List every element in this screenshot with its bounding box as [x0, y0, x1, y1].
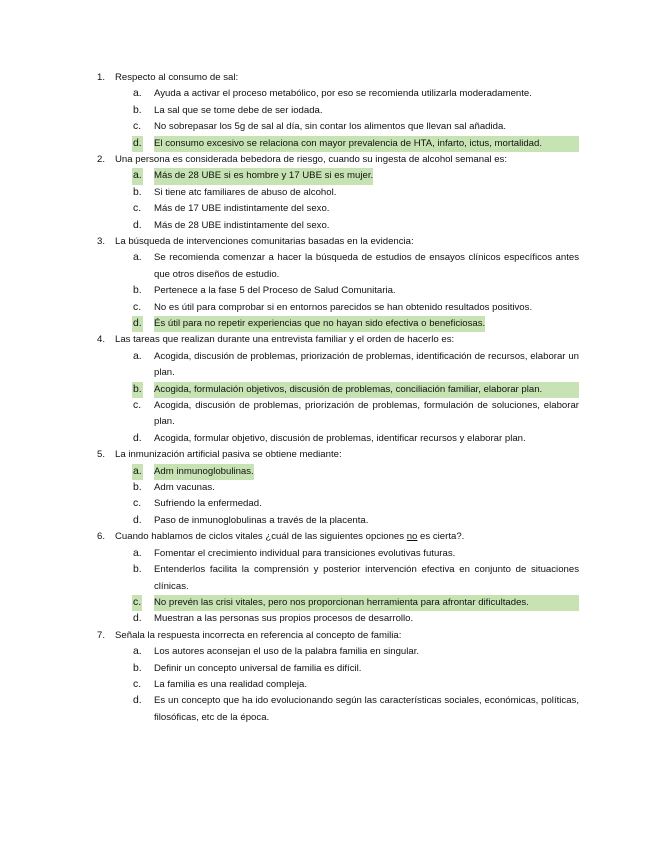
question-2 — [97, 152, 579, 234]
option — [133, 349, 579, 382]
option — [133, 283, 579, 299]
option-letter: b. — [133, 662, 142, 674]
option-letter: d. — [133, 695, 142, 707]
question-number: 5. — [97, 449, 106, 461]
option-text: Acogida, discusión de problemas, priorización de problemas, identificación de recursos, elaborar un plan. — [154, 350, 579, 379]
question-text: La inmunización artificial pasiva se obtiene mediante: — [115, 449, 342, 461]
option-letter: d. — [133, 432, 142, 444]
option-text: No es útil para comprobar si en entornos parecidos se han obtenido resultados positivos. — [154, 301, 533, 313]
question-6 — [97, 529, 579, 627]
option — [133, 546, 579, 562]
option-letter: d. — [133, 514, 142, 526]
question-number: 2. — [97, 154, 106, 166]
option-letter: c. — [132, 595, 142, 611]
option — [133, 480, 579, 496]
option — [133, 693, 579, 726]
option — [133, 398, 579, 431]
question-text: Cuando hablamos de ciclos vitales ¿cuál de las siguientes opciones no es cierta?. — [115, 531, 465, 543]
question-4 — [97, 332, 579, 447]
option — [133, 119, 579, 135]
question-text: Una persona es considerada bebedora de riesgo, cuando su ingesta de alcohol semanal es: — [115, 154, 508, 166]
option — [133, 513, 579, 529]
question-text: Respecto al consumo de sal: — [115, 72, 239, 83]
option-text: Acogida, formular objetivo, discusión de problemas, identificar recursos y elaborar plan. — [154, 432, 526, 444]
option — [133, 677, 579, 693]
option — [133, 201, 579, 217]
option-letter: b. — [133, 285, 142, 297]
option — [133, 611, 579, 627]
question-number: 4. — [97, 334, 106, 346]
question-number: 7. — [97, 629, 106, 641]
option-letter: a. — [133, 547, 142, 559]
question-number: 1. — [97, 72, 106, 83]
option-highlighted — [133, 464, 579, 480]
option-text: Adm inmunoglobulinas. — [154, 464, 254, 480]
option-highlighted — [133, 136, 579, 152]
option-text: Adm vacunas. — [154, 482, 215, 494]
option-letter: a. — [132, 168, 143, 184]
option-text: Se recomienda comenzar a hacer la búsqueda de estudios de ensayos clínicos específicos antes que otros diseños de estudio. — [154, 252, 579, 280]
option-text: Acogida, formulación objetivos, discusión de problemas, conciliación familiar, elaborar plan. — [154, 382, 579, 398]
option-text: Más de 17 UBE indistintamente del sexo. — [154, 203, 330, 215]
option-text: És útil para no repetir experiencias que no hayan sido efectiva o beneficiosas. — [154, 316, 485, 332]
option-text: Si tiene atc familiares de abuso de alcohol. — [154, 186, 337, 198]
option-highlighted — [133, 595, 579, 611]
option-letter: c. — [133, 678, 142, 690]
option — [133, 431, 579, 447]
option-letter: b. — [133, 482, 142, 494]
option — [133, 644, 579, 660]
question-3 — [97, 234, 579, 332]
option-text: La familia es una realidad compleja. — [154, 678, 308, 690]
option-letter: b. — [133, 104, 142, 116]
document-page — [0, 70, 655, 726]
option-letter: c. — [133, 400, 142, 412]
option-text: El consumo excesivo se relaciona con mayor prevalencia de HTA, infarto, ictus, mortalidad. — [154, 136, 579, 152]
option — [133, 218, 579, 234]
option — [133, 300, 579, 316]
option — [133, 661, 579, 677]
underlined-word: no — [406, 531, 418, 543]
option-letter: c. — [133, 301, 142, 313]
option-letter: d. — [133, 219, 142, 231]
option — [133, 185, 579, 201]
option-text: Acogida, discusión de problemas, priorización de problemas, formulación de soluciones, elaborar plan. — [154, 400, 579, 428]
option — [133, 250, 579, 283]
option-letter: c. — [133, 203, 142, 215]
option-highlighted — [133, 316, 579, 332]
option-text: Sufriendo la enfermedad. — [154, 498, 262, 510]
question-5 — [97, 447, 579, 529]
option — [133, 496, 579, 512]
option-text: La sal que se tome debe de ser iodada. — [154, 104, 323, 116]
option-text: Fomentar el crecimiento individual para transiciones evolutivas futuras. — [154, 547, 456, 559]
option — [133, 103, 579, 119]
option-letter: a. — [133, 252, 142, 264]
option-text: Definir un concepto universal de familia es difícil. — [154, 662, 362, 674]
question-text: Señala la respuesta incorrecta en referencia al concepto de familia: — [115, 629, 402, 641]
option-letter: a. — [132, 464, 143, 480]
option — [133, 562, 579, 595]
option-text: Más de 28 UBE indistintamente del sexo. — [154, 219, 330, 231]
option-text: Muestran a las personas sus propios procesos de desarrollo. — [154, 613, 414, 625]
option-text: No prevén las crisi vitales, pero nos proporcionan herramienta para afrontar dificultades. — [154, 595, 579, 611]
question-number: 3. — [97, 236, 106, 248]
option-letter: c. — [133, 498, 142, 510]
option-letter: a. — [133, 88, 142, 100]
question-1 — [97, 70, 579, 152]
option-text: Pertenece a la fase 5 del Proceso de Salud Comunitaria. — [154, 285, 396, 297]
question-number: 6. — [97, 531, 106, 543]
option-letter: d. — [132, 136, 143, 152]
option-letter: d. — [132, 316, 143, 332]
option-letter: a. — [133, 646, 142, 658]
option-letter: b. — [133, 186, 142, 198]
option-text: No sobrepasar los 5g de sal al día, sin contar los alimentos que llevan sal añadida. — [154, 121, 506, 133]
option-letter: a. — [133, 350, 142, 362]
option-text: Es un concepto que ha ido evolucionando según las características sociales, económicas, políticas, filosóficas, etc de la época. — [154, 695, 579, 723]
option-highlighted — [133, 168, 579, 184]
option-text: Entenderlos facilita la comprensión y posterior intervención efectiva en conjunto de situaciones clínicas. — [154, 564, 579, 592]
option — [133, 86, 579, 102]
option-letter: d. — [133, 613, 142, 625]
question-7 — [97, 628, 579, 726]
option-text: Ayuda a activar el proceso metabólico, por eso se recomienda utilizarla moderadamente. — [154, 88, 532, 100]
option-letter: c. — [133, 121, 142, 133]
option-text: Los autores aconsejan el uso de la palabra familia en singular. — [154, 646, 420, 658]
option-letter: b. — [132, 382, 143, 398]
option-highlighted — [133, 382, 579, 398]
question-text: La búsqueda de intervenciones comunitarias basadas en la evidencia: — [115, 236, 414, 248]
question-text: Las tareas que realizan durante una entrevista familiar y el orden de hacerlo es: — [115, 334, 455, 346]
option-text: Paso de inmunoglobulinas a través de la placenta. — [154, 514, 369, 526]
option-letter: b. — [133, 564, 142, 576]
option-text: Más de 28 UBE si es hombre y 17 UBE si es mujer. — [154, 168, 373, 184]
